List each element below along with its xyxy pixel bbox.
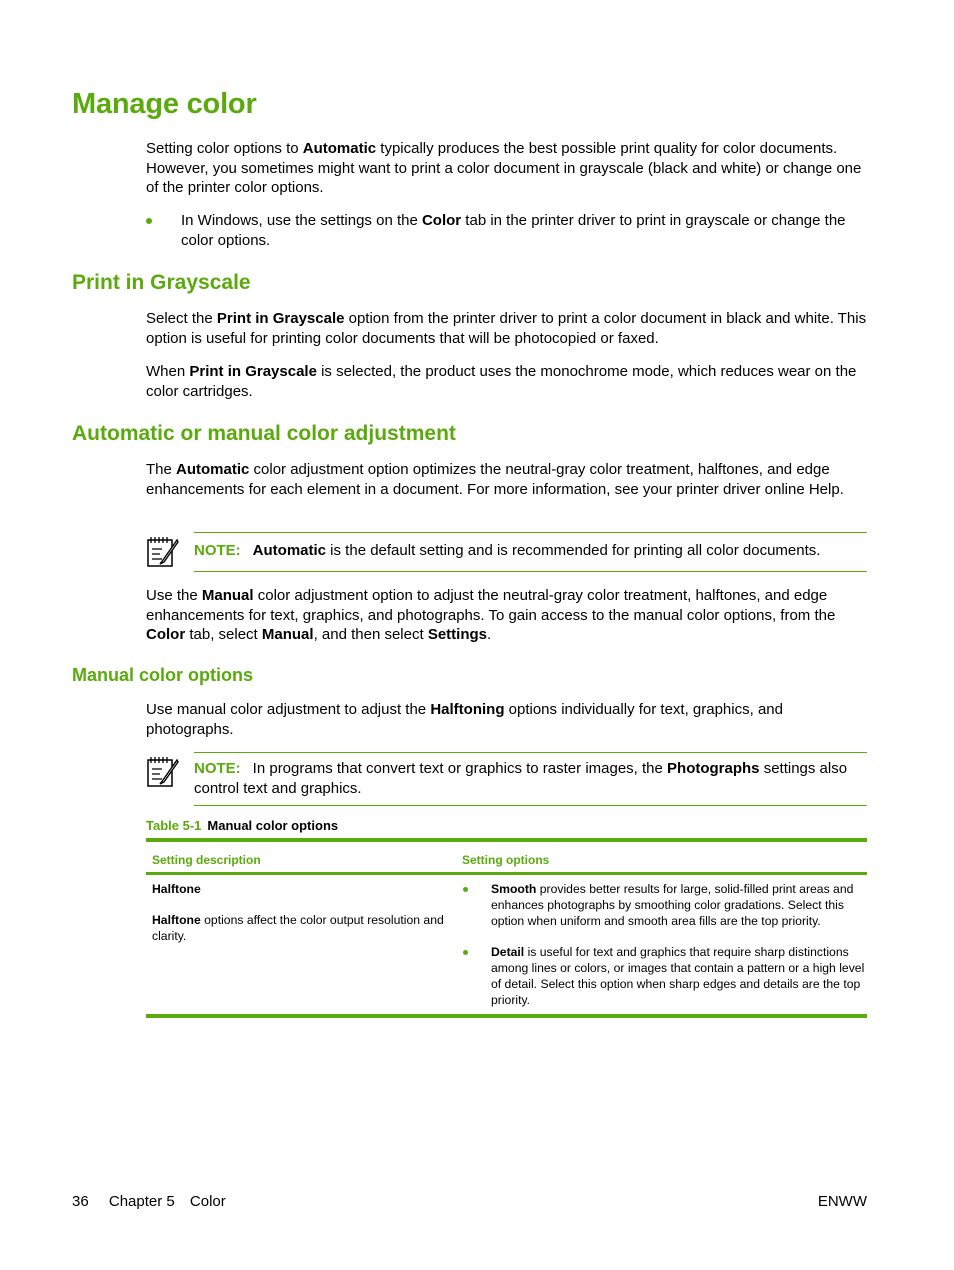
row-title: Halftone: [152, 882, 201, 896]
footer-chapter-name: Color: [189, 1193, 226, 1210]
bullet-icon: [463, 950, 468, 955]
page-number: 36: [72, 1193, 89, 1210]
table-caption: Table 5-1 Manual color options: [146, 818, 339, 833]
note-label: NOTE:: [194, 760, 241, 777]
intro-paragraph: Setting color options to Automatic typically produces the best possible print quality for color documents. However, you sometimes might want to print a color document in grayscale (black and white) or change one of the printer color options.: [146, 140, 862, 196]
note-label: NOTE:: [194, 542, 241, 559]
note-automatic: NOTE: Automatic is the default setting and is recommended for printing all color documents.: [146, 532, 867, 572]
table-row: [146, 875, 867, 1014]
adjustment-paragraph-2: Use the Manual color adjustment option to adjust the neutral-gray color treatment, halftones, and edge enhancements for text, graphics, and photographs. To gain access to the manual color options, from the Color tab, select Manual, and then select Settings.: [146, 587, 836, 643]
setting-options-cell: [462, 881, 867, 1008]
manual-color-options-table: [146, 838, 867, 1018]
option-smooth: Smooth provides better results for large, solid-filled print areas and enhances photographs by smoothing color gradations. Select this option when uniform and smooth area fills are the top priority.: [462, 881, 867, 929]
subsection-heading-manual: Manual color options: [72, 665, 254, 685]
bullet-icon: [146, 218, 152, 224]
note-pad-icon: [146, 534, 180, 568]
footer-left: [72, 1193, 226, 1210]
table-header-row: [146, 842, 867, 872]
row-description: Halftone options affect the color output resolution and clarity.: [152, 913, 444, 943]
note-pad-icon: [146, 754, 180, 788]
setting-description-cell: [152, 881, 444, 944]
section-heading-adjustment: Automatic or manual color adjustment: [72, 422, 456, 445]
section-heading-grayscale: Print in Grayscale: [72, 271, 251, 294]
manual-paragraph: Use manual color adjustment to adjust the Halftoning options individually for text, graphics, and photographs.: [146, 701, 783, 738]
footer-chapter: Chapter 5: [108, 1193, 175, 1210]
page-title: Manage color: [72, 88, 257, 120]
option-detail: Detail is useful for text and graphics that require sharp distinctions among lines or colors, or images that contain a pattern or a high level of detail. Select this option when sharp edges and details are the top priority.: [462, 944, 867, 1008]
column-header-options: Setting options: [462, 853, 550, 867]
grayscale-paragraph-2: When Print in Grayscale is selected, the product uses the monochrome mode, which reduces wear on the color cartridges.: [146, 363, 857, 400]
table-bottom-rule: [146, 1014, 867, 1018]
bullet-icon: [463, 887, 468, 892]
column-header-description: Setting description: [152, 853, 261, 867]
note-photographs: NOTE: In programs that convert text or graphics to raster images, the Photographs settings also control text and graphics.: [146, 752, 867, 806]
grayscale-paragraph-1: Select the Print in Grayscale option from the printer driver to print a color document in black and white. This option is useful for printing color documents that will be photocopied or faxed.: [146, 310, 867, 347]
footer-right: ENWW: [817, 1193, 867, 1210]
intro-bullet: In Windows, use the settings on the Color tab in the printer driver to print in grayscale or change the color options.: [146, 211, 870, 250]
adjustment-paragraph-1: The Automatic color adjustment option optimizes the neutral-gray color treatment, halftones, and edge enhancements for each element in a document. For more information, see your printer driver online Help.: [146, 461, 844, 498]
